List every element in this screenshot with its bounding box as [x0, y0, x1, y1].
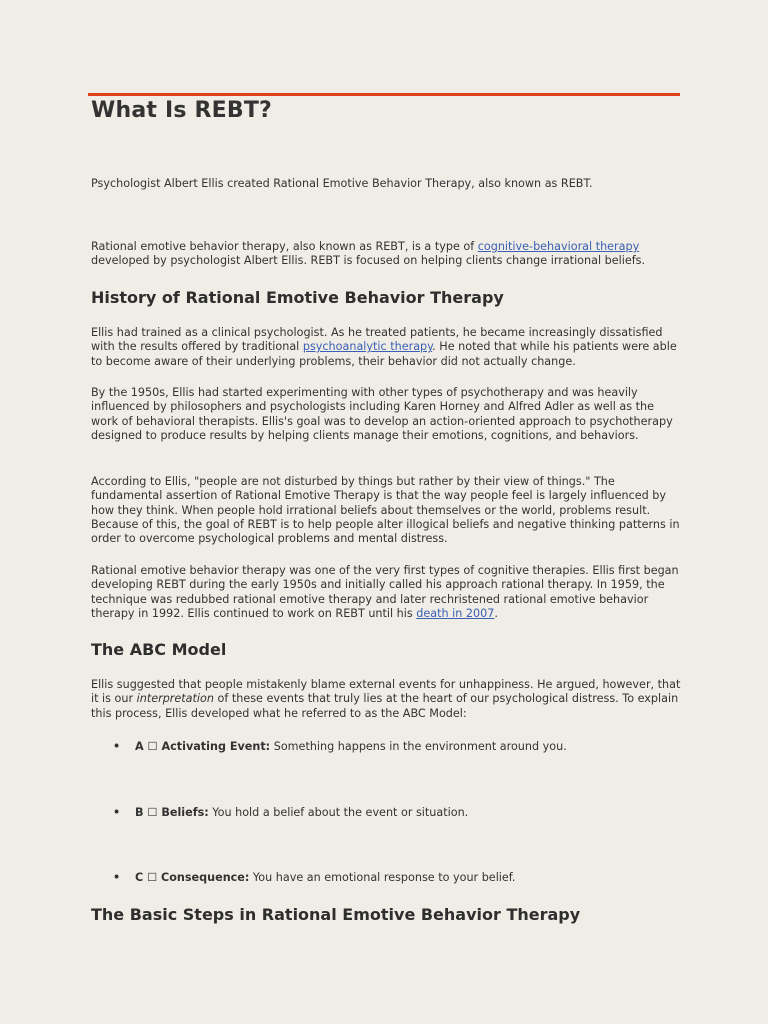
bullet-dot-icon: • — [113, 806, 121, 819]
history-heading: History of Rational Emotive Behavior Therapy — [91, 288, 504, 307]
cognitive-behavioral-therapy-link[interactable]: cognitive-behavioral therapy — [477, 240, 640, 253]
bullet-dot-icon: • — [113, 740, 121, 753]
list-item-text: You have an emotional response to your belief. — [249, 871, 516, 884]
list-item-label: C ☐ Consequence: — [135, 871, 250, 884]
list-item-label: A ☐ Activating Event: — [135, 740, 271, 753]
history-p4-end: . — [494, 606, 498, 620]
list-item-activating-event — [113, 740, 567, 754]
list-item-label: B ☐ Beliefs: — [135, 806, 209, 819]
abc-text-emphasis: interpretation — [136, 692, 214, 706]
abc-model-paragraph — [91, 678, 681, 721]
history-paragraph-2: By the 1950s, Ellis had started experimenting with other types of psychotherapy and was heavily influenced by philosophers and psychologists including Karen Horney and Alfred Adler as well as the work of behavioral therapists. Ellis's goal was to develop an action-oriented approach to psychotherapy designed to produce results by helping clients manage their emotions, cognitions, and behaviors. — [91, 386, 673, 442]
abc-text-end: of these events that truly lies at the heart of our psychological distress. To explain this process, Ellis developed what he referred to as the ABC Model: — [91, 692, 679, 720]
abc-model-heading: The ABC Model — [91, 640, 227, 659]
history-paragraph-3: According to Ellis, "people are not disturbed by things but rather by their view of things." The fundamental assertion of Rational Emotive Therapy is that the way people feel is largely influenced by how they think. When people hold irrational beliefs about themselves or the world, problems result. Because of this, the goal of REBT is to help people alter illogical beliefs and negative thinking patterns in order to overcome psychological problems and mental distress. — [91, 475, 680, 546]
list-item-beliefs — [113, 806, 468, 820]
basic-steps-heading: The Basic Steps in Rational Emotive Behavior Therapy — [91, 905, 581, 924]
history-paragraph-4 — [91, 564, 681, 621]
page-title: What Is REBT? — [91, 98, 272, 123]
death-in-2007-link[interactable]: death in 2007 — [416, 606, 495, 620]
history-p1-start: Ellis had trained as a clinical psychologist. As he treated patients, he became increasingly dissatisfied with the results offered by traditional — [91, 326, 663, 354]
intro-paragraph: Psychologist Albert Ellis created Rational Emotive Behavior Therapy, also known as REBT. — [91, 177, 593, 190]
history-p1-end: . He noted that while his patients were able to become aware of their underlying problems, their behavior did not actually change. — [91, 340, 677, 368]
history-p4-start: Rational emotive behavior therapy was one of the very first types of cognitive therapies. Ellis first began developing REBT during the early 1950s and initially called his approach rational therapy. In 1959, the technique was redubbed rational emotive therapy and later rechristened rational emotive behavior therapy in 1992. Ellis continued to work on REBT until his — [91, 564, 679, 620]
definition-text-start: Rational emotive behavior therapy, also known as REBT, is a type of — [91, 240, 478, 253]
definition-paragraph — [91, 240, 681, 269]
abc-text-start: Ellis suggested that people mistakenly blame external events for unhappiness. He argued, however, that it is our — [91, 678, 681, 706]
bullet-dot-icon: • — [113, 871, 121, 884]
history-paragraph-1 — [91, 326, 681, 369]
list-item-consequence — [113, 871, 515, 885]
title-accent-rule — [88, 93, 680, 96]
definition-text-end: developed by psychologist Albert Ellis. REBT is focused on helping clients change irrational beliefs. — [91, 254, 646, 268]
list-item-text: Something happens in the environment around you. — [270, 740, 567, 753]
list-item-text: You hold a belief about the event or situation. — [208, 806, 469, 819]
psychoanalytic-therapy-link[interactable]: psychoanalytic therapy — [302, 340, 433, 354]
